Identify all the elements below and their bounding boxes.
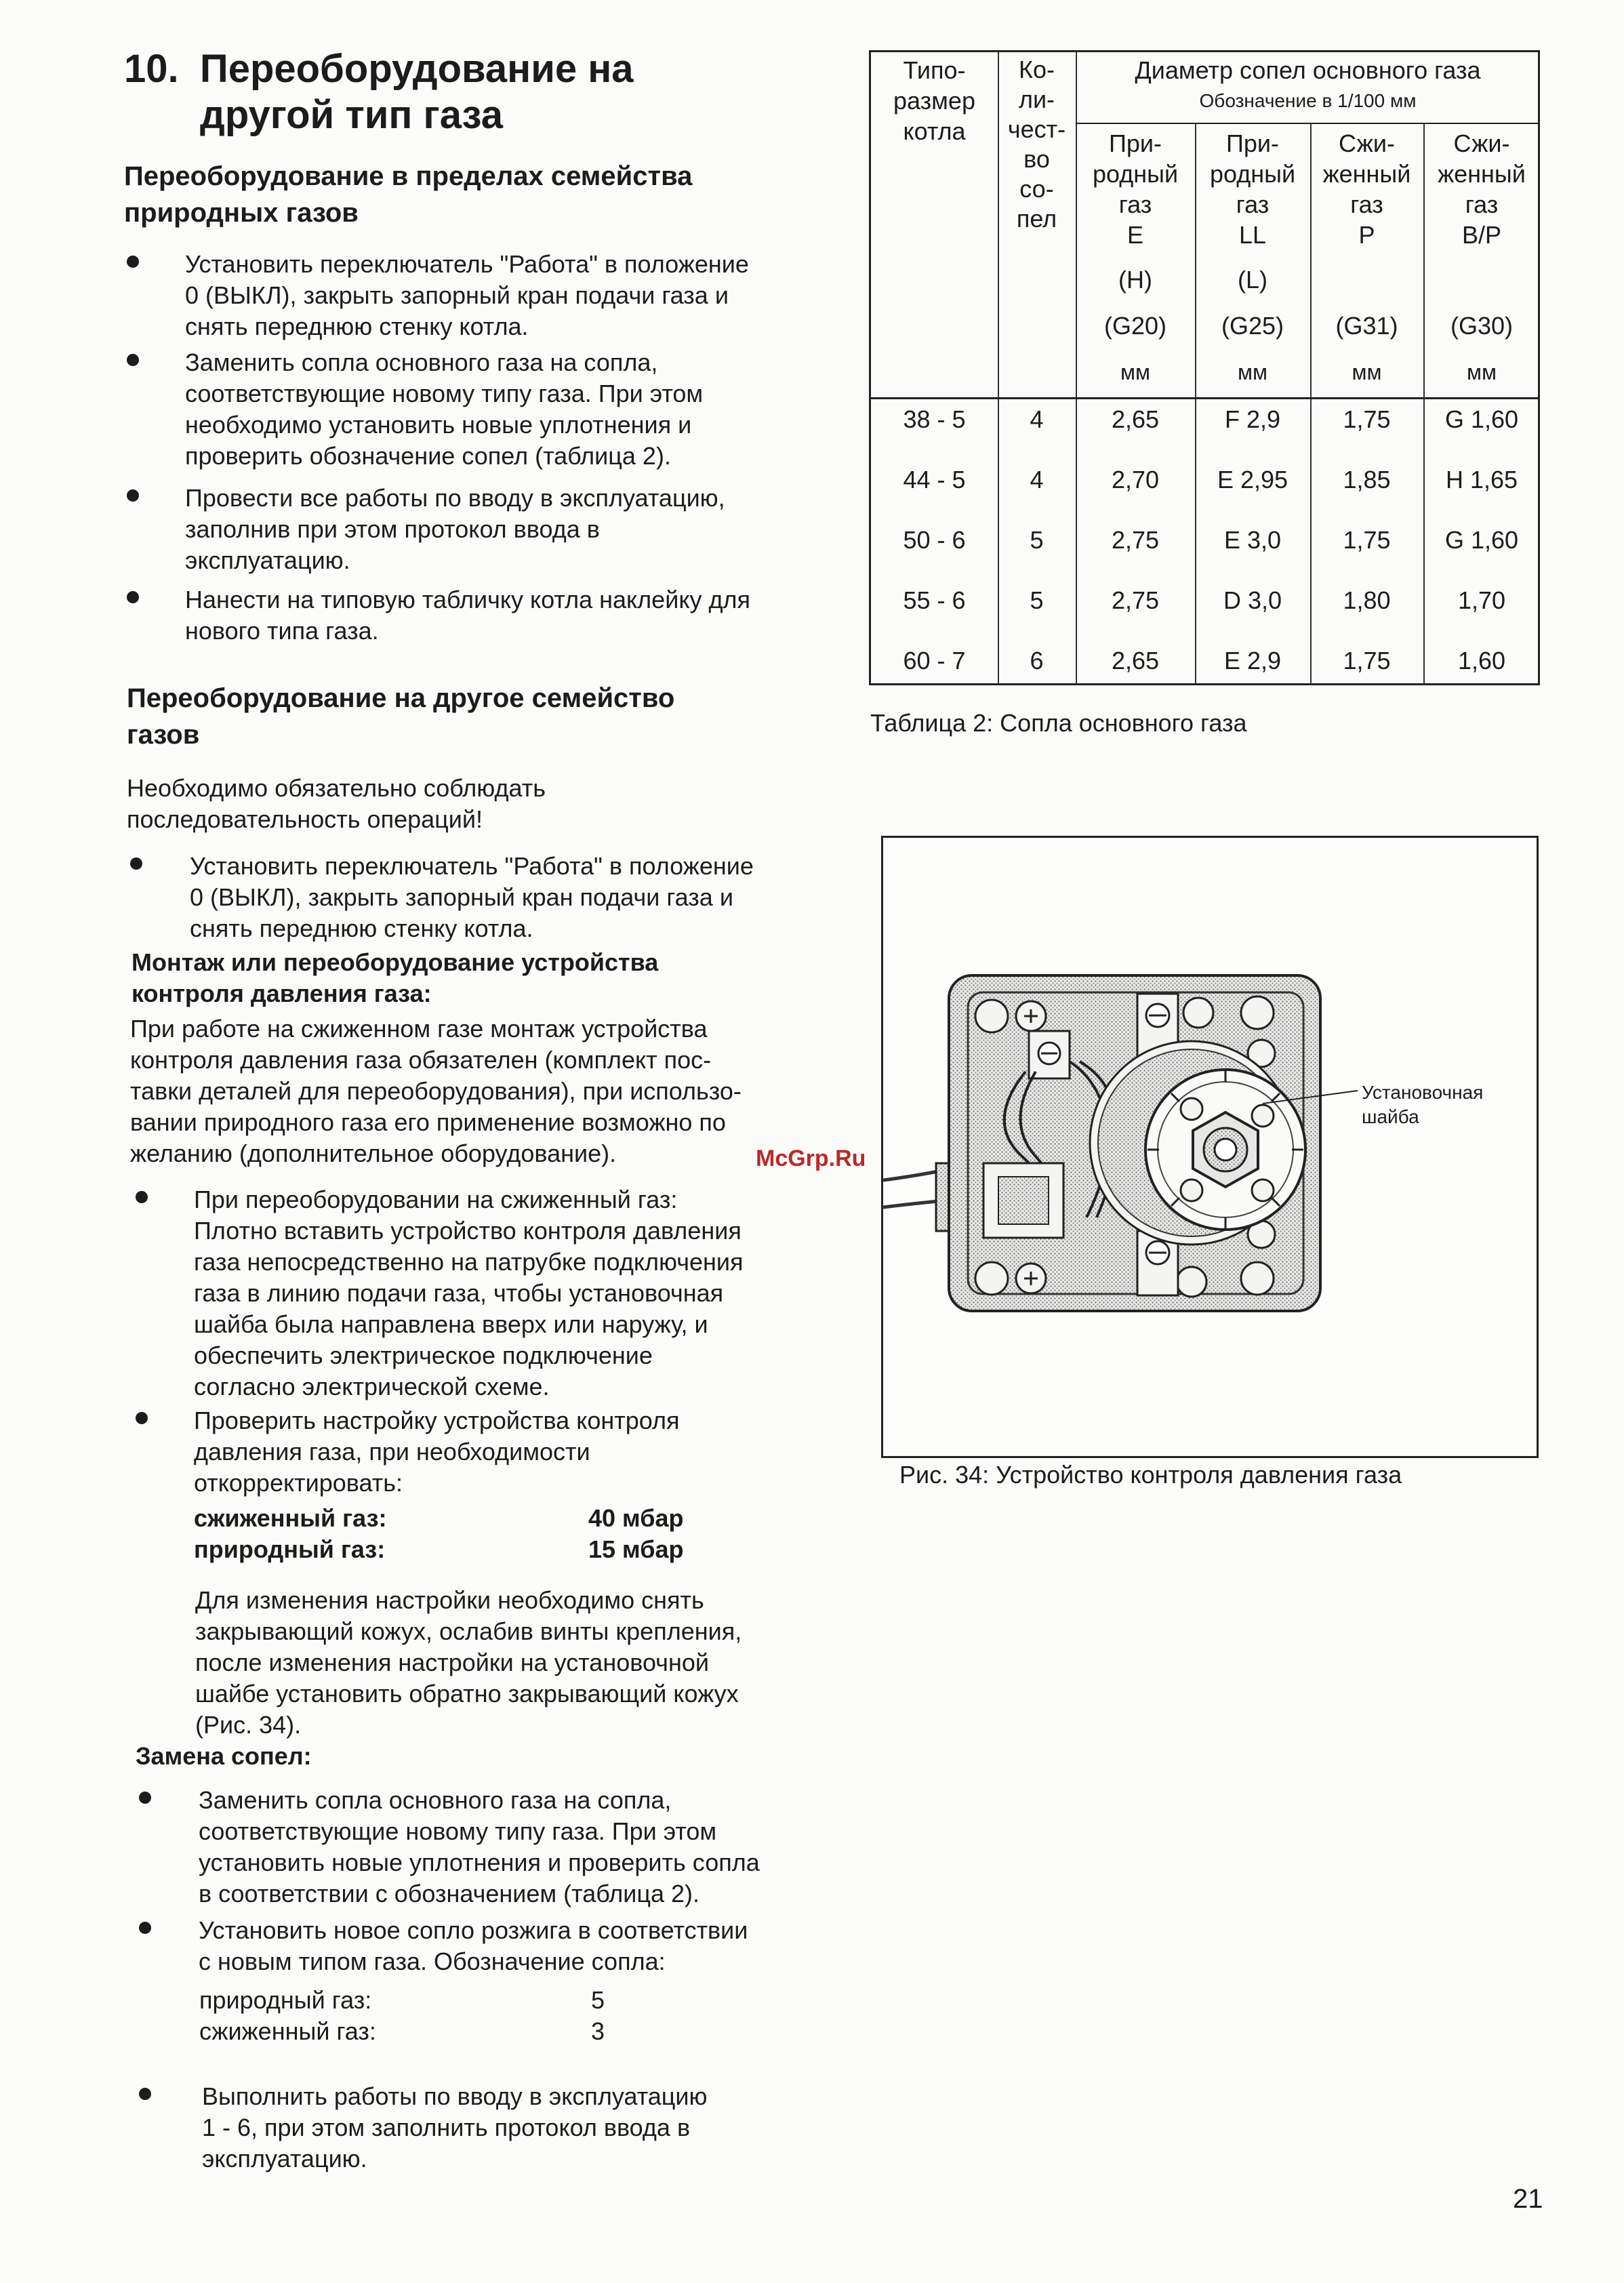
pressure-ng-value: 15 мбар (588, 1535, 684, 1563)
table-row: 55 - 6 5 2,75 D 3,0 1,80 1,70 (903, 586, 1506, 614)
mount-title: Монтаж или переоборудование устройства контроля давления газа: (131, 948, 659, 1007)
section-title-line1: Переоборудование на (200, 47, 634, 91)
bullet-icon (139, 1792, 151, 1804)
ignition-ng-label: природный газ: (199, 1986, 372, 2014)
bullet-icon (127, 354, 139, 366)
pressure-ng-label: природный газ: (194, 1535, 386, 1563)
header-designation: Обозначение в 1/100 мм (1199, 90, 1417, 111)
figure-caption: Рис. 34: Устройство контроля давления газа (899, 1461, 1402, 1489)
header-family-h: (H) (1118, 266, 1152, 294)
header-family-l: (L) (1238, 266, 1267, 294)
watermark: McGrp.Ru (756, 1146, 866, 1171)
list-item: Установить новое сопло розжига в соответствии с новым типом газа. Обозначение сопла: (139, 1915, 817, 1979)
bullet-icon (136, 1191, 148, 1203)
header-unit: мм (1467, 360, 1497, 384)
ignition-ng-value: 5 (591, 1986, 605, 2014)
mount-text: При работе на сжиженном газе монтаж устройства контроля давления газа обязателен (комплект пос- тавки деталей для переоборудования), при использо- вании природного газа его применение возможно по желанию (дополнительное оборудование). (130, 1015, 742, 1167)
bullet-icon (139, 1922, 151, 1934)
header-gas-bp: Сжи- женный газ B/P (1438, 129, 1526, 249)
table-row: 60 - 7 6 2,65 E 2,9 1,75 1,60 (903, 647, 1506, 674)
list-item: Нанести на типовую табличку котла наклейку для нового типа газа. (127, 584, 805, 649)
table-divider (1076, 123, 1540, 124)
list-item: Провести все работы по вводу в эксплуатацию, заполнив при этом протокол ввода в эксплуатацию. (127, 483, 805, 578)
header-type-size: Типо- размер котла (893, 56, 975, 145)
header-unit: мм (1238, 360, 1267, 384)
section-title (124, 46, 734, 141)
list-item: Заменить сопла основного газа на сопла, соответствующие новому типу газа. При этом установить новые уплотнения и проверить сопла в соответствии с обозначением (таблица 2). (139, 1785, 817, 1914)
table-row: 44 - 5 4 2,70 E 2,95 1,85 H 1,65 (903, 466, 1518, 493)
callout-label: Установочная шайба (1362, 1082, 1484, 1127)
bullet-icon (139, 2088, 151, 2100)
subsection-title-natural: Переоборудование в пределах семейства природных газов (124, 161, 693, 228)
list-item: Заменить сопла основного газа на сопла, соответствующие новому типу газа. При этом необходимо установить новые уплотнения и проверить обозначение сопел (таблица 2). (127, 347, 805, 476)
header-diameter: Диаметр сопел основного газа (1135, 56, 1481, 84)
nozzle-title: Замена сопел: (136, 1742, 312, 1770)
bullet-icon (130, 857, 142, 870)
header-gas-e: При- родный газ E (1092, 129, 1179, 249)
table-row: 50 - 6 5 2,75 E 3,0 1,75 G 1,60 (903, 526, 1519, 554)
pressure-lpg-value: 40 мбар (588, 1504, 684, 1532)
list-item: Выполнить работы по вводу в эксплуатацию 1 - 6, при этом заполнить протокол ввода в эксплуатацию. (139, 2081, 817, 2176)
bullet-icon (127, 256, 139, 268)
nozzle-table (869, 50, 1540, 685)
header-code: (G31) (1335, 312, 1398, 340)
pressure-lpg-label: сжиженный газ: (194, 1504, 387, 1532)
section-number: 10. (124, 47, 179, 91)
table-divider (871, 397, 1538, 399)
page-number: 21 (1513, 2184, 1543, 2214)
header-gas-p: Сжи- женный газ P (1322, 129, 1411, 249)
header-unit: мм (1120, 360, 1150, 384)
list-item: Установить переключатель "Работа" в положение 0 (ВЫКЛ), закрыть запорный кран подачи газа и снять переднюю стенку котла. (130, 851, 808, 946)
section-title-line2: другой тип газа (200, 93, 503, 137)
header-code: (G20) (1103, 312, 1167, 340)
ignition-lpg-label: сжиженный газ: (199, 2017, 376, 2045)
subsection-title-family: Переоборудование на другое семейство газов (127, 683, 675, 750)
list-item: Установить переключатель "Работа" в положение 0 (ВЫКЛ), закрыть запорный кран подачи газа и снять переднюю стенку котла. (127, 249, 805, 344)
table-caption: Таблица 2: Сопла основного газа (870, 709, 1247, 737)
intro-text: Необходимо обязательно соблюдать последовательность операций! (127, 774, 546, 833)
pressure-switch-drawing (883, 838, 1537, 1456)
figure-frame (881, 836, 1539, 1458)
table-row: 38 - 5 4 2,65 F 2,9 1,75 G 1,60 (903, 405, 1519, 433)
header-unit: мм (1352, 360, 1382, 384)
header-gas-ll: При- родный газ LL (1209, 129, 1296, 249)
header-code: (G25) (1221, 312, 1284, 340)
header-code: (G30) (1450, 312, 1514, 340)
bullet-icon (127, 489, 139, 502)
bullet-icon (127, 591, 139, 603)
header-nozzle-count: Ко- ли- чест- во со- пел (1007, 56, 1066, 233)
adjust-text: Для изменения настройки необходимо снять закрывающий кожух, ослабив винты крепления, после изменения настройки на установочной шайбе установить обратно закрывающий кожух (Рис. 34). (195, 1586, 742, 1739)
ignition-lpg-value: 3 (591, 2017, 605, 2045)
bullet-icon (136, 1412, 148, 1424)
list-item: Проверить настройку устройства контроля давления газа, при необходимости откорректировать: (136, 1405, 813, 1500)
list-item: При переоборудовании на сжиженный газ: Плотно вставить устройство контроля давления газа непосредственно на патрубке подключения газа в линию подачи газа, чтобы установочная шайба была направлена вверх или наружу, и обеспечить электрическое подключение согласно электрической схеме. (136, 1184, 813, 1408)
